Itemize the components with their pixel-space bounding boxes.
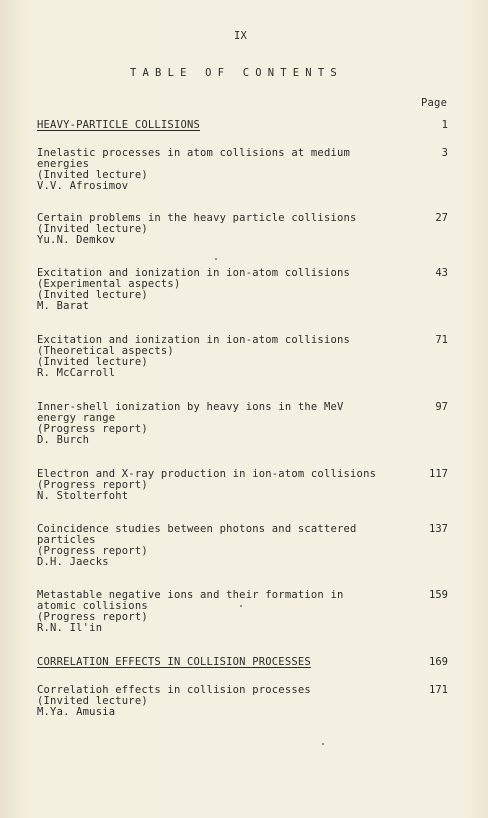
entry-page-number: 159 xyxy=(429,589,448,601)
entry-author: V.V. Afrosimov xyxy=(37,180,129,192)
entry-title-line: energies xyxy=(37,158,90,170)
print-speck xyxy=(240,605,242,607)
entry-title-line: Certain problems in the heavy particle collisions xyxy=(37,212,357,224)
toc-entry xyxy=(37,335,350,379)
toc-entry xyxy=(37,213,357,246)
section-heading: CORRELATION EFFECTS IN COLLISION PROCESSES xyxy=(37,656,311,668)
entry-type: (Progress report) xyxy=(37,545,148,557)
entry-page-number: 3 xyxy=(441,147,448,159)
page-column-header: Page xyxy=(421,97,448,109)
entry-page-number: 27 xyxy=(435,212,448,224)
entry-type: (Progress report) xyxy=(37,611,148,623)
entry-type: (Invited lecture) xyxy=(37,223,148,235)
entry-title-line: Inelastic processes in atom collisions at medium xyxy=(37,147,351,159)
toc-entry xyxy=(37,590,344,634)
entry-author: R.N. Il'in xyxy=(37,622,103,634)
print-speck xyxy=(215,258,217,260)
entry-type: (Progress report) xyxy=(37,423,148,435)
entry-page-number: 171 xyxy=(429,684,448,696)
entry-page-number: 117 xyxy=(429,468,448,480)
entry-author: D. Burch xyxy=(37,434,90,446)
entry-title-line: Coincidence studies between photons and scattered xyxy=(37,523,357,535)
entry-page-number: 71 xyxy=(435,334,448,346)
entry-type: (Invited lecture) xyxy=(37,289,148,301)
entry-title-line: Excitation and ionization in ion-atom collisions xyxy=(37,334,351,346)
entry-title-line: particles xyxy=(37,534,96,546)
entry-author: M.Ya. Amusia xyxy=(37,706,116,718)
toc-entry xyxy=(37,524,357,568)
entry-title-line: Electron and X-ray production in ion-atom collisions xyxy=(37,468,377,480)
entry-title-line: Excitation and ionization in ion-atom collisions xyxy=(37,267,351,279)
entry-author: Yu.N. Demkov xyxy=(37,234,116,246)
toc-entry xyxy=(37,268,350,312)
entry-title-line: atomic collisions xyxy=(37,600,148,612)
toc-entry xyxy=(37,685,311,718)
entry-type: (Invited lecture) xyxy=(37,356,148,368)
page-title: TABLE OF CONTENTS xyxy=(130,67,343,79)
entry-author: N. Stolterfoht xyxy=(37,490,129,502)
section-heading: HEAVY-PARTICLE COLLISIONS xyxy=(37,119,201,131)
entry-author: D.H. Jaecks xyxy=(37,556,109,568)
entry-title-line: Inner-shell ionization by heavy ions in the MeV xyxy=(37,401,344,413)
entry-subtitle: (Experimental aspects) xyxy=(37,278,181,290)
entry-page-number: 43 xyxy=(435,267,448,279)
section-page-number: 1 xyxy=(441,119,448,131)
entry-type: (Invited lecture) xyxy=(37,169,148,181)
entry-page-number: 97 xyxy=(435,401,448,413)
entry-page-number: 137 xyxy=(429,523,448,535)
entry-title-line: Correlatioh effects in collision processes xyxy=(37,684,311,696)
toc-entry xyxy=(37,469,376,502)
page-roman-numeral: IX xyxy=(234,30,248,42)
entry-author: M. Barat xyxy=(37,300,90,312)
toc-entry xyxy=(37,402,344,446)
print-speck xyxy=(322,743,324,745)
entry-subtitle: (Theoretical aspects) xyxy=(37,345,174,357)
entry-type: (Progress report) xyxy=(37,479,148,491)
toc-entry xyxy=(37,148,350,192)
entry-title-line: energy range xyxy=(37,412,116,424)
entry-author: R. McCarroll xyxy=(37,367,116,379)
section-page-number: 169 xyxy=(429,656,448,668)
entry-type: (Invited lecture) xyxy=(37,695,148,707)
entry-title-line: Metastable negative ions and their formation in xyxy=(37,589,344,601)
